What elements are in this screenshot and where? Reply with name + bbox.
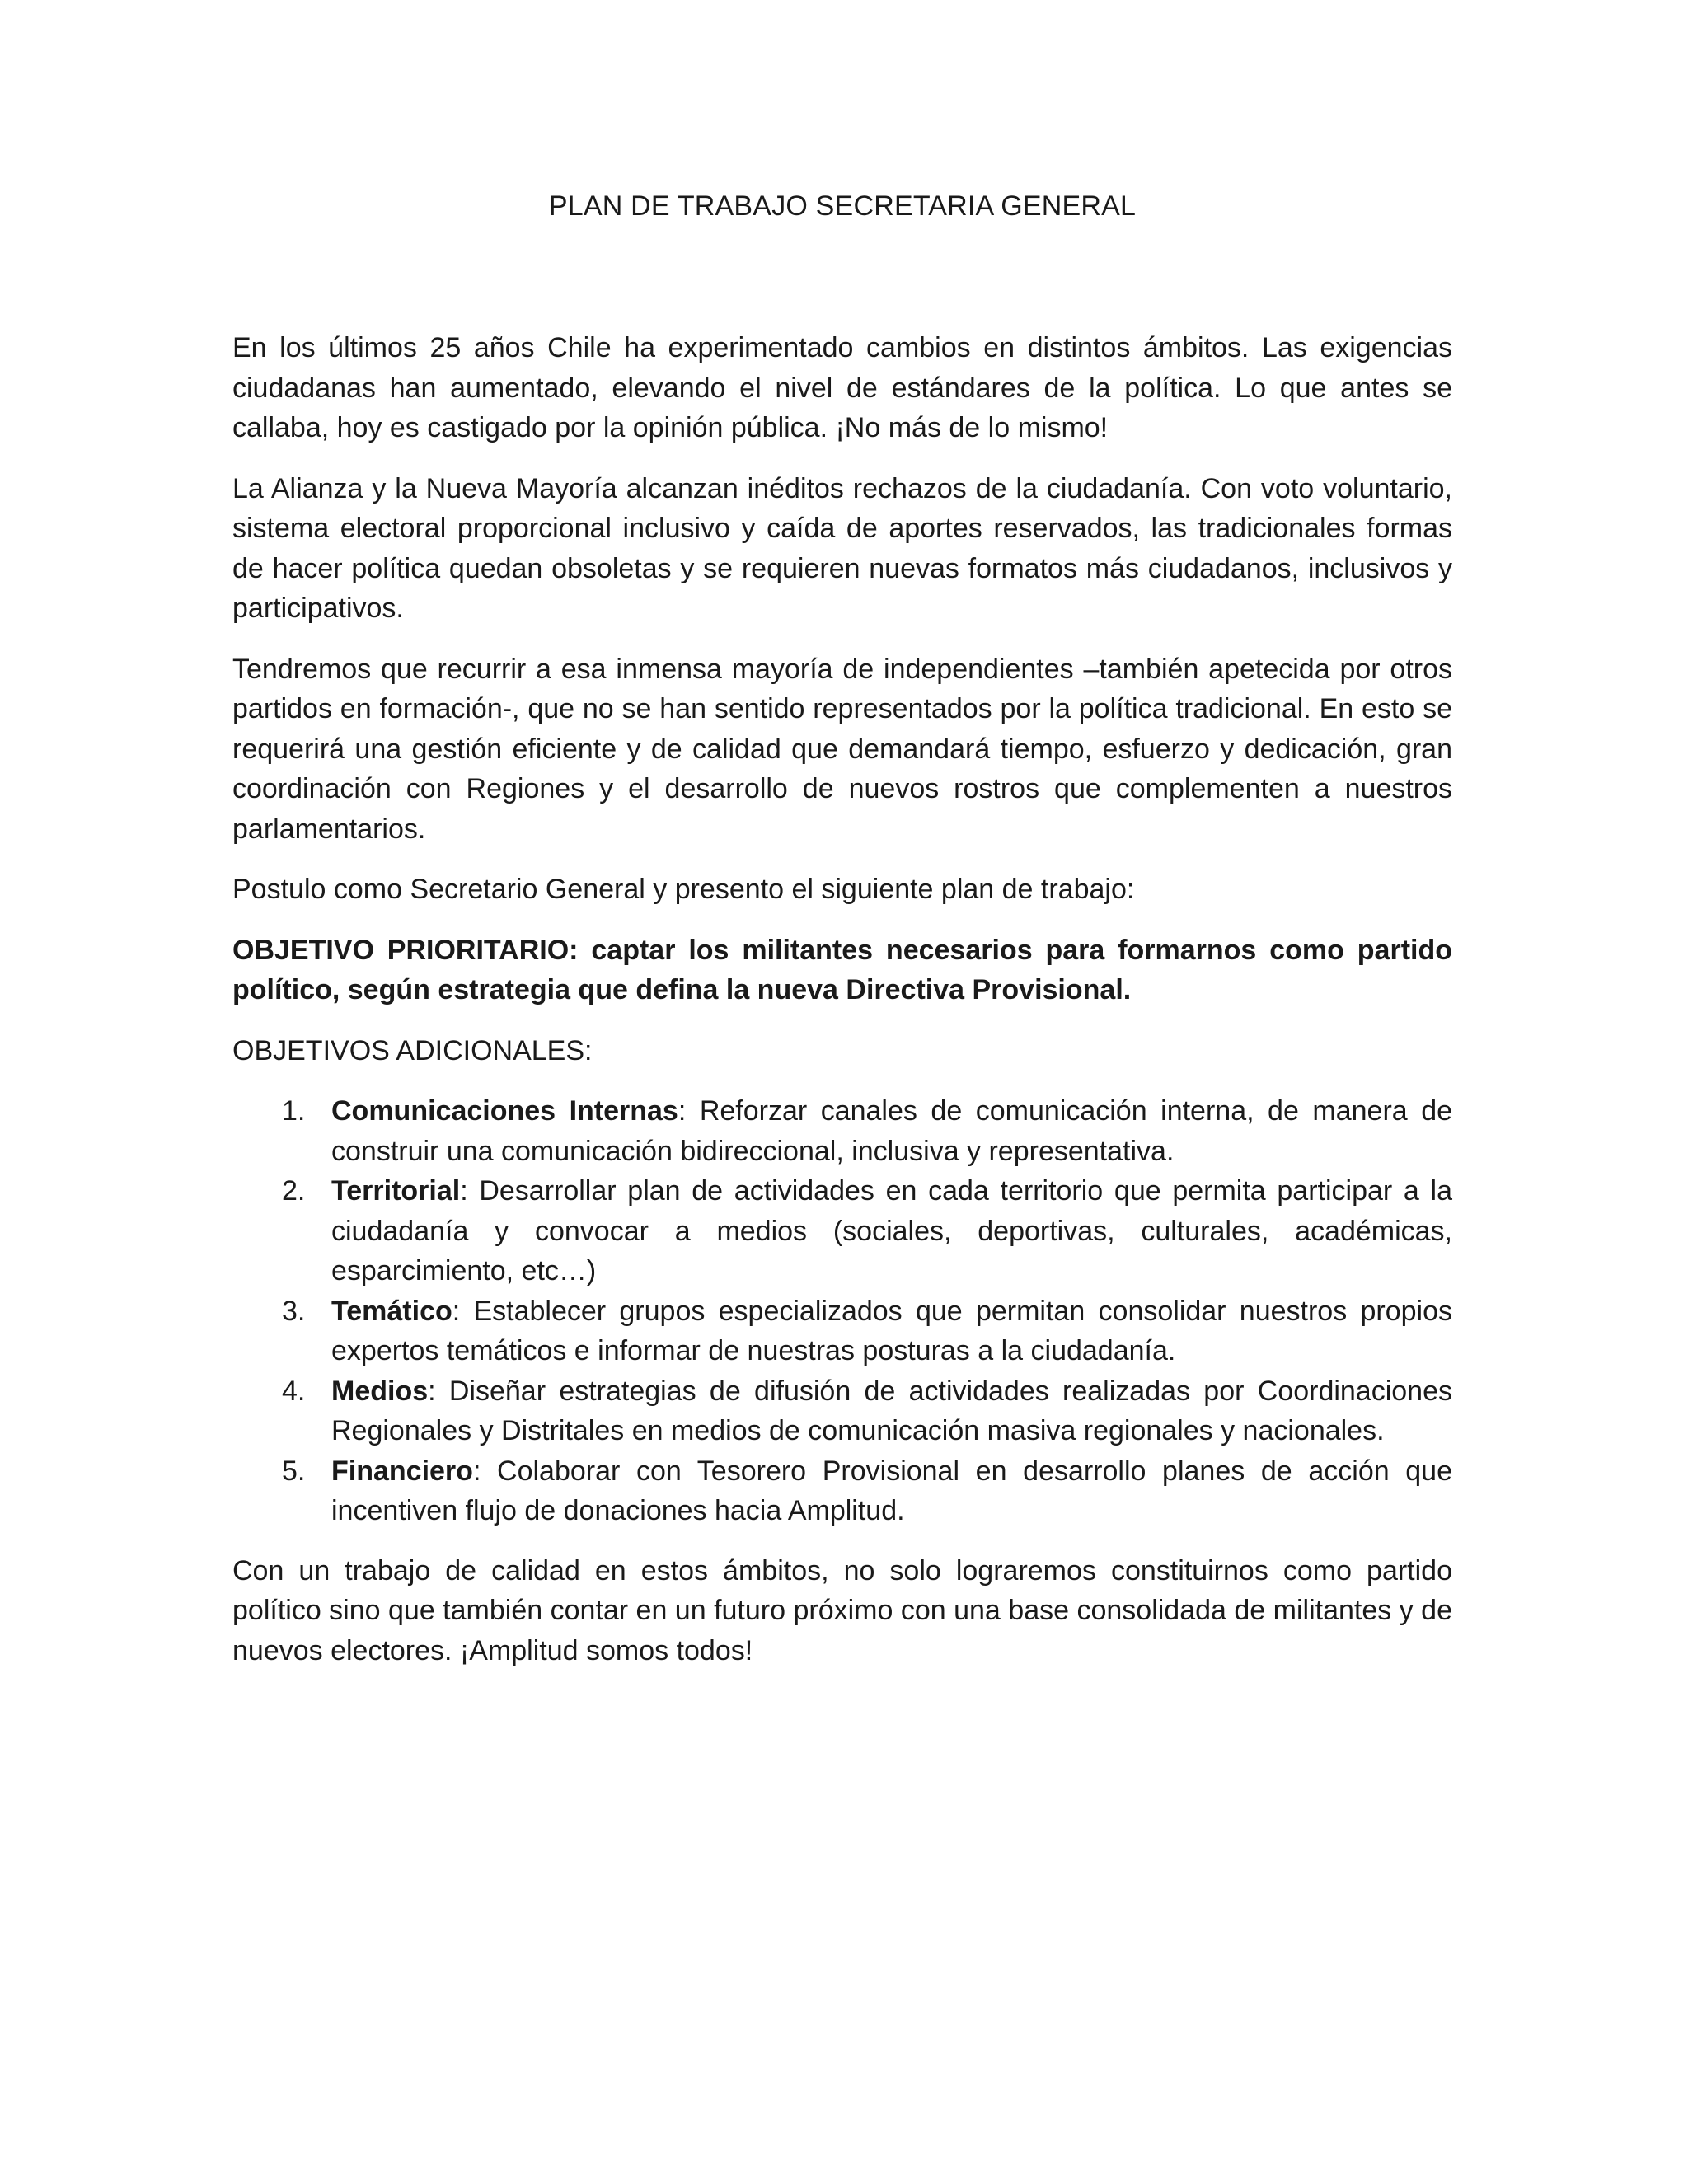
list-item-number: 5. <box>282 1455 306 1487</box>
paragraph-intro: En los últimos 25 años Chile ha experimentado cambios en distintos ámbitos. Las exigencias ciudadanas han aumentado, elevando el nivel de estándares de la política. Lo que antes se callaba, hoy es castigado por la opinión pública. ¡No más de lo mismo! <box>232 332 1452 443</box>
paragraph-closing: Con un trabajo de calidad en estos ámbitos, no solo lograremos constituirnos como partido político sino que también contar en un futuro próximo con una base consolidada de militantes y de nuevos electores. ¡Amplitud somos todos! <box>232 1554 1452 1666</box>
list-item-text: : Colaborar con Tesorero Provisional en desarrollo planes de acción que incentiven flujo de donaciones hacia Amplitud. <box>331 1455 1452 1526</box>
additional-objectives-heading: OBJETIVOS ADICIONALES: <box>232 1034 593 1066</box>
list-item-number: 3. <box>282 1295 306 1327</box>
objectives-list <box>232 1091 1452 1531</box>
list-item <box>232 1371 1452 1451</box>
list-item-term: Territorial <box>331 1175 461 1207</box>
list-item-term: Financiero <box>331 1455 473 1487</box>
list-item-text: : Reforzar canales de comunicación interna, de manera de construir una comunicación bidireccional, inclusiva y representativa. <box>331 1095 1453 1167</box>
paragraph-candidacy: Postulo como Secretario General y presento el siguiente plan de trabajo: <box>232 874 1135 905</box>
paragraph-context: La Alianza y la Nueva Mayoría alcanzan inéditos rechazos de la ciudadanía. Con voto voluntario, sistema electoral proporcional inclusivo y caída de aportes reservados, las tradicionales formas de hacer política quedan obsoletas y se requieren nuevas formatos más ciudadanos, inclusivos y participativos. <box>232 472 1452 624</box>
paragraph-strategy: Tendremos que recurrir a esa inmensa mayoría de independientes –también apetecida por otros partidos en formación-, que no se han sentido representados por la política tradicional. En esto se requerirá una gestión eficiente y de calidad que demandará tiempo, esfuerzo y dedicación, gran coordinación con Regiones y el desarrollo de nuevos rostros que complementen a nuestros parlamentarios. <box>232 653 1452 845</box>
list-item-text: : Diseñar estrategias de difusión de actividades realizadas por Coordinaciones Regionales y Distritales en medios de comunicación masiva regionales y nacionales. <box>331 1375 1452 1446</box>
priority-objective: OBJETIVO PRIORITARIO: captar los militantes necesarios para formarnos como partido político, según estrategia que defina la nueva Directiva Provisional. <box>232 934 1452 1005</box>
list-item <box>232 1291 1452 1371</box>
list-item <box>232 1171 1452 1291</box>
list-item-number: 1. <box>282 1095 306 1127</box>
list-item <box>232 1091 1452 1171</box>
document-title: PLAN DE TRABAJO SECRETARIA GENERAL <box>548 190 1137 222</box>
list-item-term: Medios <box>331 1375 429 1407</box>
list-item <box>232 1451 1452 1531</box>
list-item-term: Comunicaciones Internas <box>331 1095 678 1127</box>
list-item-number: 2. <box>282 1175 306 1207</box>
list-item-text: : Desarrollar plan de actividades en cada territorio que permita participar a la ciudadanía y convocar a medios (sociales, deportivas, culturales, académicas, esparcimiento, etc…) <box>331 1175 1452 1286</box>
list-item-term: Temático <box>331 1295 452 1327</box>
document-body <box>232 186 1452 1691</box>
list-item-number: 4. <box>282 1375 306 1407</box>
list-item-text: : Establecer grupos especializados que permitan consolidar nuestros propios expertos temáticos e informar de nuestras posturas a la ciudadanía. <box>331 1295 1452 1366</box>
